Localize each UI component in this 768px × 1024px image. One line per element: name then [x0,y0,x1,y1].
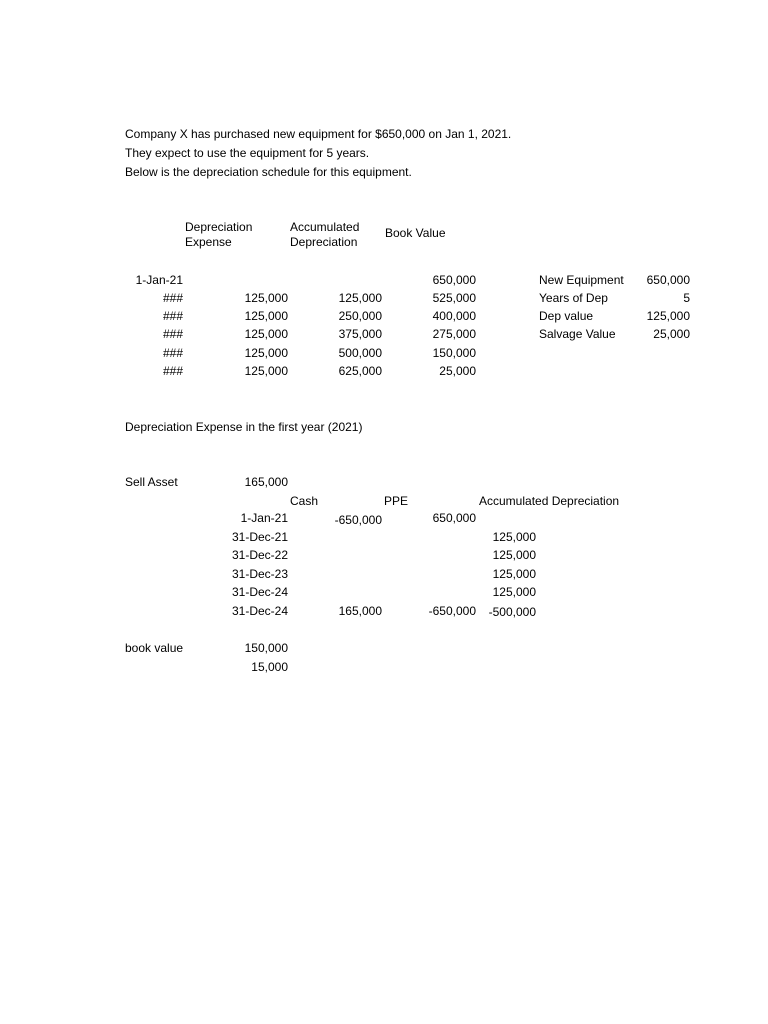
schedule-date: ### [162,291,183,305]
sale-accumulated: 125,000 [492,530,536,544]
intro-text [125,125,511,182]
schedule-date: ### [162,346,183,360]
sale-accumulated: 125,000 [492,548,536,562]
schedule-accumulated: 375,000 [338,327,382,341]
schedule-date: 1-Jan-21 [135,273,183,287]
header-cash: Cash [290,494,319,508]
sale-date: 31-Dec-24 [231,604,288,618]
sale-cash: -650,000 [334,513,382,527]
sale-date: 31-Dec-21 [231,530,288,544]
intro-line: They expect to use the equipment for 5 years. [125,146,370,160]
sale-accumulated: 125,000 [492,585,536,599]
schedule-date: ### [162,327,183,341]
schedule-accumulated: 500,000 [338,346,382,360]
sale-date: 31-Dec-24 [231,585,288,599]
schedule-book-value: 400,000 [432,309,476,323]
intro-line: Below is the depreciation schedule for this equipment. [125,165,412,179]
book-value-label: book value [125,641,184,655]
sale-ppe: -650,000 [428,604,476,618]
sale-accumulated: -500,000 [488,605,536,619]
schedule-accumulated: 125,000 [338,291,382,305]
summary-label: Dep value [539,309,594,323]
summary-label: Salvage Value [539,327,616,341]
schedule-book-value: 150,000 [432,346,476,360]
header-depreciation-expense: Depreciation Expense [185,220,253,249]
intro-line: Company X has purchased new equipment for $650,000 on Jan 1, 2021. [125,127,512,141]
summary-label: Years of Dep [539,291,608,305]
header-book-value: Book Value [385,226,446,240]
header-sale-accumulated-depreciation: Accumulated Depreciation [479,494,620,508]
sale-cash: 165,000 [338,604,382,618]
header-accumulated-depreciation: Accumulated Depreciation [290,220,360,249]
schedule-book-value: 650,000 [432,273,476,287]
first-year-note: Depreciation Expense in the first year (2021) [125,420,363,434]
schedule-expense: 125,000 [244,346,288,360]
book-value-amount: 150,000 [244,641,288,655]
schedule-expense: 125,000 [244,309,288,323]
sale-date: 31-Dec-23 [231,567,288,581]
sale-date: 1-Jan-21 [240,511,288,525]
schedule-book-value: 525,000 [432,291,476,305]
sale-date: 31-Dec-22 [231,548,288,562]
sell-asset-label: Sell Asset [125,475,178,489]
summary-value: 650,000 [646,273,690,287]
schedule-date: ### [162,309,183,323]
schedule-book-value: 275,000 [432,327,476,341]
schedule-book-value: 25,000 [439,364,476,378]
gain-amount: 15,000 [251,660,288,674]
sell-asset-amount: 165,000 [244,475,288,489]
schedule-expense: 125,000 [244,291,288,305]
summary-value: 25,000 [653,327,690,341]
sale-ppe: 650,000 [432,511,476,525]
schedule-expense: 125,000 [244,364,288,378]
schedule-expense: 125,000 [244,327,288,341]
schedule-accumulated: 625,000 [338,364,382,378]
summary-value: 125,000 [646,309,690,323]
schedule-date: ### [162,364,183,378]
sale-accumulated: 125,000 [492,567,536,581]
schedule-accumulated: 250,000 [338,309,382,323]
summary-value: 5 [683,291,690,305]
summary-label: New Equipment [539,273,624,287]
header-ppe: PPE [384,494,409,508]
